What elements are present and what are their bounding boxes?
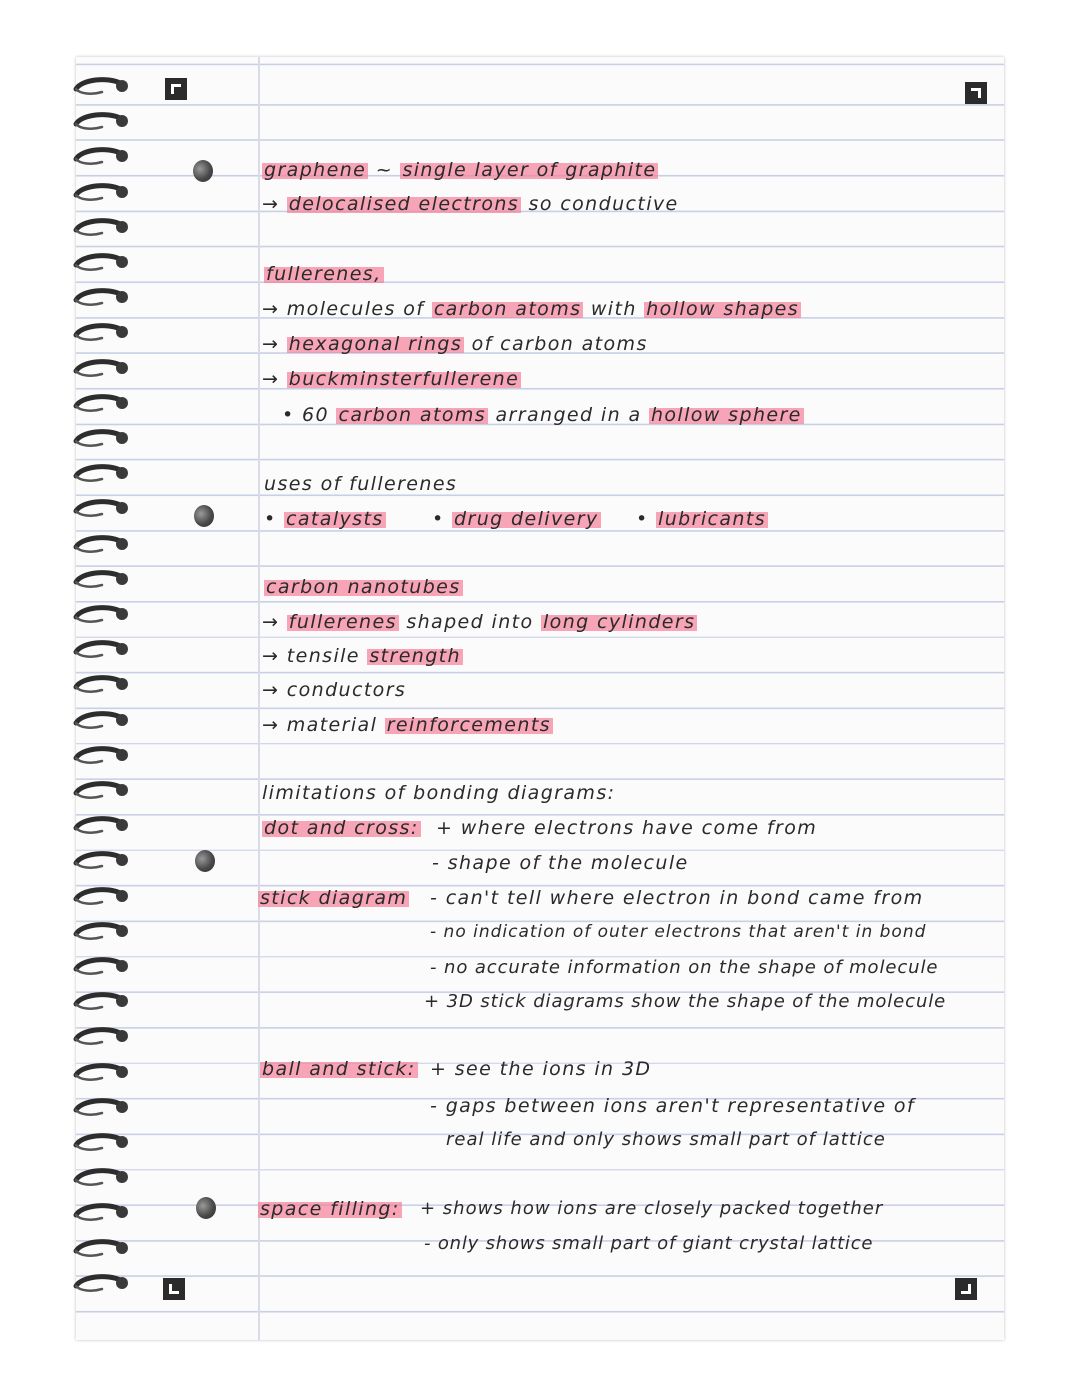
- ball-stick-label: [260, 1057, 418, 1081]
- spiral-coil: [72, 181, 130, 203]
- graphene-sep: ~: [368, 159, 401, 181]
- spiral-coil: [72, 603, 130, 625]
- dot-cross-point: [432, 851, 689, 875]
- label: dot and cross:: [264, 817, 419, 839]
- spiral-coil: [72, 216, 130, 238]
- fullerenes-title: [264, 262, 384, 286]
- nanotubes-point: [262, 644, 463, 668]
- graphene-desc: single layer of graphite: [402, 159, 657, 181]
- spiral-coil: [72, 497, 130, 519]
- spiral-coil: [72, 427, 130, 449]
- title: carbon nanotubes: [266, 576, 461, 598]
- spiral-coil: [72, 568, 130, 590]
- title: fullerenes,: [266, 263, 382, 285]
- highlight: long cylinders: [542, 611, 696, 633]
- text: →: [262, 368, 287, 390]
- nanotubes-title: [264, 575, 463, 599]
- stick-point: [430, 886, 924, 910]
- text: shaped into: [398, 611, 541, 633]
- highlight: hollow shapes: [646, 298, 800, 320]
- spiral-coil: [72, 1096, 130, 1118]
- corner-bracket-icon: [955, 1278, 977, 1300]
- spiral-coil: [72, 110, 130, 132]
- limitations-title: [262, 781, 615, 805]
- text: - no indication of outer electrons that aren't in bond: [430, 922, 927, 942]
- label: ball and stick:: [262, 1058, 416, 1080]
- text: + see the ions in 3D: [430, 1058, 652, 1080]
- spiral-coil: [72, 849, 130, 871]
- graphene-point: [262, 192, 679, 216]
- highlight: reinforcements: [386, 714, 551, 736]
- fullerenes-point: [262, 367, 521, 391]
- spiral-coil: [72, 251, 130, 273]
- spiral-coil: [72, 75, 130, 97]
- spiral-coil: [72, 1061, 130, 1083]
- stick-label: [258, 886, 409, 910]
- text: - shape of the molecule: [432, 852, 689, 874]
- text: + shows how ions are closely packed together: [420, 1198, 884, 1219]
- text: - only shows small part of giant crystal lattice: [424, 1233, 874, 1254]
- highlight: hexagonal rings: [288, 333, 463, 355]
- nanotubes-point: [262, 610, 697, 634]
- spiral-coil: [72, 321, 130, 343]
- uses-title: [264, 472, 457, 496]
- text: so conductive: [521, 193, 679, 215]
- label: space filling:: [260, 1198, 400, 1220]
- highlight: carbon atoms: [433, 298, 582, 320]
- use-item: drug delivery: [454, 508, 599, 530]
- margin-line: [258, 57, 260, 1340]
- spiral-coil: [72, 357, 130, 379]
- dot-cross-point: [436, 816, 817, 840]
- highlight: buckminsterfullerene: [288, 368, 520, 390]
- ball-stick-point: [430, 1057, 651, 1081]
- spiral-coil: [72, 392, 130, 414]
- spiral-coil: [72, 1272, 130, 1294]
- spiral-coil: [72, 638, 130, 660]
- title: limitations of bonding diagrams:: [262, 782, 616, 804]
- spiral-coil: [72, 462, 130, 484]
- text: arranged in a: [488, 404, 649, 426]
- text: • 60: [282, 404, 337, 426]
- spiral-coil: [72, 990, 130, 1012]
- spiral-binding: [72, 75, 134, 1315]
- text: - gaps between ions aren't representative of: [430, 1095, 915, 1117]
- corner-bracket-icon: [165, 78, 187, 100]
- corner-bracket-icon: [163, 1278, 185, 1300]
- fullerenes-subpoint: [282, 403, 804, 427]
- highlight: hollow sphere: [650, 404, 802, 426]
- spiral-coil: [72, 1201, 130, 1223]
- spiral-coil: [72, 1237, 130, 1259]
- bullet: •: [432, 508, 453, 530]
- spiral-coil: [72, 286, 130, 308]
- graphene-line: [262, 158, 658, 182]
- spiral-coil: [72, 744, 130, 766]
- spiral-coil: [72, 920, 130, 942]
- text: → material: [262, 714, 385, 736]
- use-item: catalysts: [286, 508, 384, 530]
- spiral-coil: [72, 885, 130, 907]
- punch-hole: [196, 1197, 216, 1219]
- text: + 3D stick diagrams show the shape of the molecule: [424, 991, 947, 1012]
- space-filling-point: [424, 1232, 873, 1256]
- arrow: →: [262, 193, 287, 215]
- space-filling-point: [420, 1197, 883, 1221]
- bullet: •: [264, 508, 285, 530]
- spiral-coil: [72, 1025, 130, 1047]
- uses-list: [432, 507, 601, 531]
- fullerenes-point: [262, 297, 801, 321]
- title: uses of fullerenes: [264, 473, 458, 495]
- spiral-coil: [72, 533, 130, 555]
- spiral-coil: [72, 1166, 130, 1188]
- stick-point: [424, 990, 946, 1014]
- text: real life and only shows small part of lattice: [446, 1129, 886, 1150]
- text: →: [262, 333, 287, 355]
- highlight: strength: [369, 645, 461, 667]
- text: → tensile: [262, 645, 368, 667]
- ball-stick-point: [430, 1094, 915, 1118]
- label: stick diagram: [260, 887, 408, 909]
- spiral-coil: [72, 779, 130, 801]
- highlight: carbon atoms: [338, 404, 487, 426]
- nanotubes-point: [262, 678, 406, 702]
- use-item: lubricants: [658, 508, 766, 530]
- uses-list: [264, 507, 386, 531]
- bullet: •: [636, 508, 657, 530]
- text: + where electrons have come from: [436, 817, 818, 839]
- uses-list: [636, 507, 768, 531]
- spiral-coil: [72, 709, 130, 731]
- text: - can't tell where electron in bond came from: [430, 887, 924, 909]
- ball-stick-point: [446, 1128, 886, 1152]
- text: with: [583, 298, 645, 320]
- fullerenes-point: [262, 332, 648, 356]
- text: → molecules of: [262, 298, 432, 320]
- highlight: fullerenes: [288, 611, 397, 633]
- space-filling-label: [258, 1197, 402, 1221]
- highlight: delocalised electrons: [288, 193, 520, 215]
- spiral-coil: [72, 145, 130, 167]
- spiral-coil: [72, 814, 130, 836]
- spiral-coil: [72, 1131, 130, 1153]
- spiral-coil: [72, 955, 130, 977]
- dot-cross-label: [262, 816, 421, 840]
- stick-point: [430, 956, 938, 980]
- text: → conductors: [262, 679, 407, 701]
- text: of carbon atoms: [464, 333, 648, 355]
- punch-hole: [193, 160, 213, 182]
- nanotubes-point: [262, 713, 553, 737]
- spiral-coil: [72, 673, 130, 695]
- punch-hole: [194, 505, 214, 527]
- text: →: [262, 611, 287, 633]
- text: - no accurate information on the shape of molecule: [430, 957, 939, 978]
- punch-hole: [195, 850, 215, 872]
- corner-bracket-icon: [965, 82, 987, 104]
- graphene-term: graphene: [264, 159, 367, 181]
- stick-point: [430, 920, 926, 944]
